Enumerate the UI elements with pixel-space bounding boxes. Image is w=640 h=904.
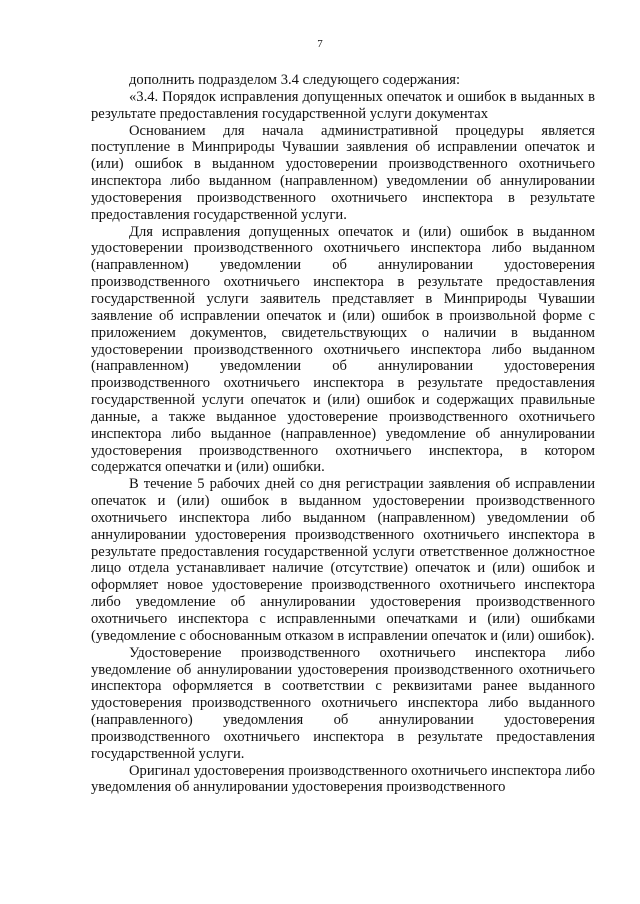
paragraph-intro: дополнить подразделом 3.4 следующего содержания: [129, 72, 461, 88]
paragraph-section-heading: «3.4. Порядок исправления допущенных опечаток и ошибок в выданных в результате предоставления государственной услуги документах [91, 88, 595, 122]
page-number: 7 [317, 38, 323, 50]
paragraph-document-format: Удостоверение производственного охотничьего инспектора либо уведомление об аннулировании удостоверения производственного охотничьего инспектора оформляется в соответствии с реквизитами ранее выданного удостоверения производственного охотничьего инспектора либо выданного (направленного) уведомления об аннулировании удостоверения производственного охотничьего инспектора в результате предоставления государственной услуги. [91, 644, 595, 762]
paragraph-processing-period: В течение 5 рабочих дней со дня регистрации заявления об исправлении опечаток и (или) ошибок в выданном удостоверении производственного охотничьего инспектора либо выданном (направленном) уведомлении об аннулировании удостоверения производственного охотничьего инспектора в результате предоставления государственной услуги ответственное должностное лицо отдела устанавливает наличие (отсутствие) опечаток и (или) ошибок и оформляет новое удостоверение производственного охотничьего инспектора либо уведомление об аннулировании удостоверения производственного охотничьего инспектора с исправленными опечатками и (или) ошибками (уведомление с обоснованным отказом в исправлении опечаток и (или) ошибок). [91, 476, 595, 644]
document-body [91, 72, 595, 796]
paragraph-original: Оригинал удостоверения производственного охотничьего инспектора либо уведомления об аннулировании удостоверения производственного [91, 762, 595, 796]
paragraph-correction-request: Для исправления допущенных опечаток и (или) ошибок в выданном удостоверении производственного охотничьего инспектора либо выданном (направленном) уведомлении об аннулировании удостоверения производственного охотничьего инспектора в результате предоставления государственной услуги заявитель представляет в Минприроды Чувашии заявление об исправлении опечаток и (или) ошибок в произвольной форме с приложением документов, свидетельствующих о наличии в выданном удостоверении производственного охотничьего инспектора либо выданном (направленном) уведомлении об аннулировании удостоверения производственного охотничьего инспектора в результате предоставления государственной услуги опечаток и (или) ошибок и содержащих правильные данные, а также выданное удостоверение производственного охотничьего инспектора либо выданное (направленное) уведомление об аннулировании удостоверения производственного охотничьего инспектора, в котором содержатся опечатки и (или) ошибки. [91, 223, 595, 476]
paragraph-basis: Основанием для начала административной процедуры является поступление в Минприроды Чувашии заявления об исправлении опечаток и (или) ошибок в выданном удостоверении производственного охотничьего инспектора либо выданном (направленном) уведомлении об аннулировании удостоверения производственного охотничьего инспектора в результате предоставления государственной услуги. [91, 122, 595, 223]
